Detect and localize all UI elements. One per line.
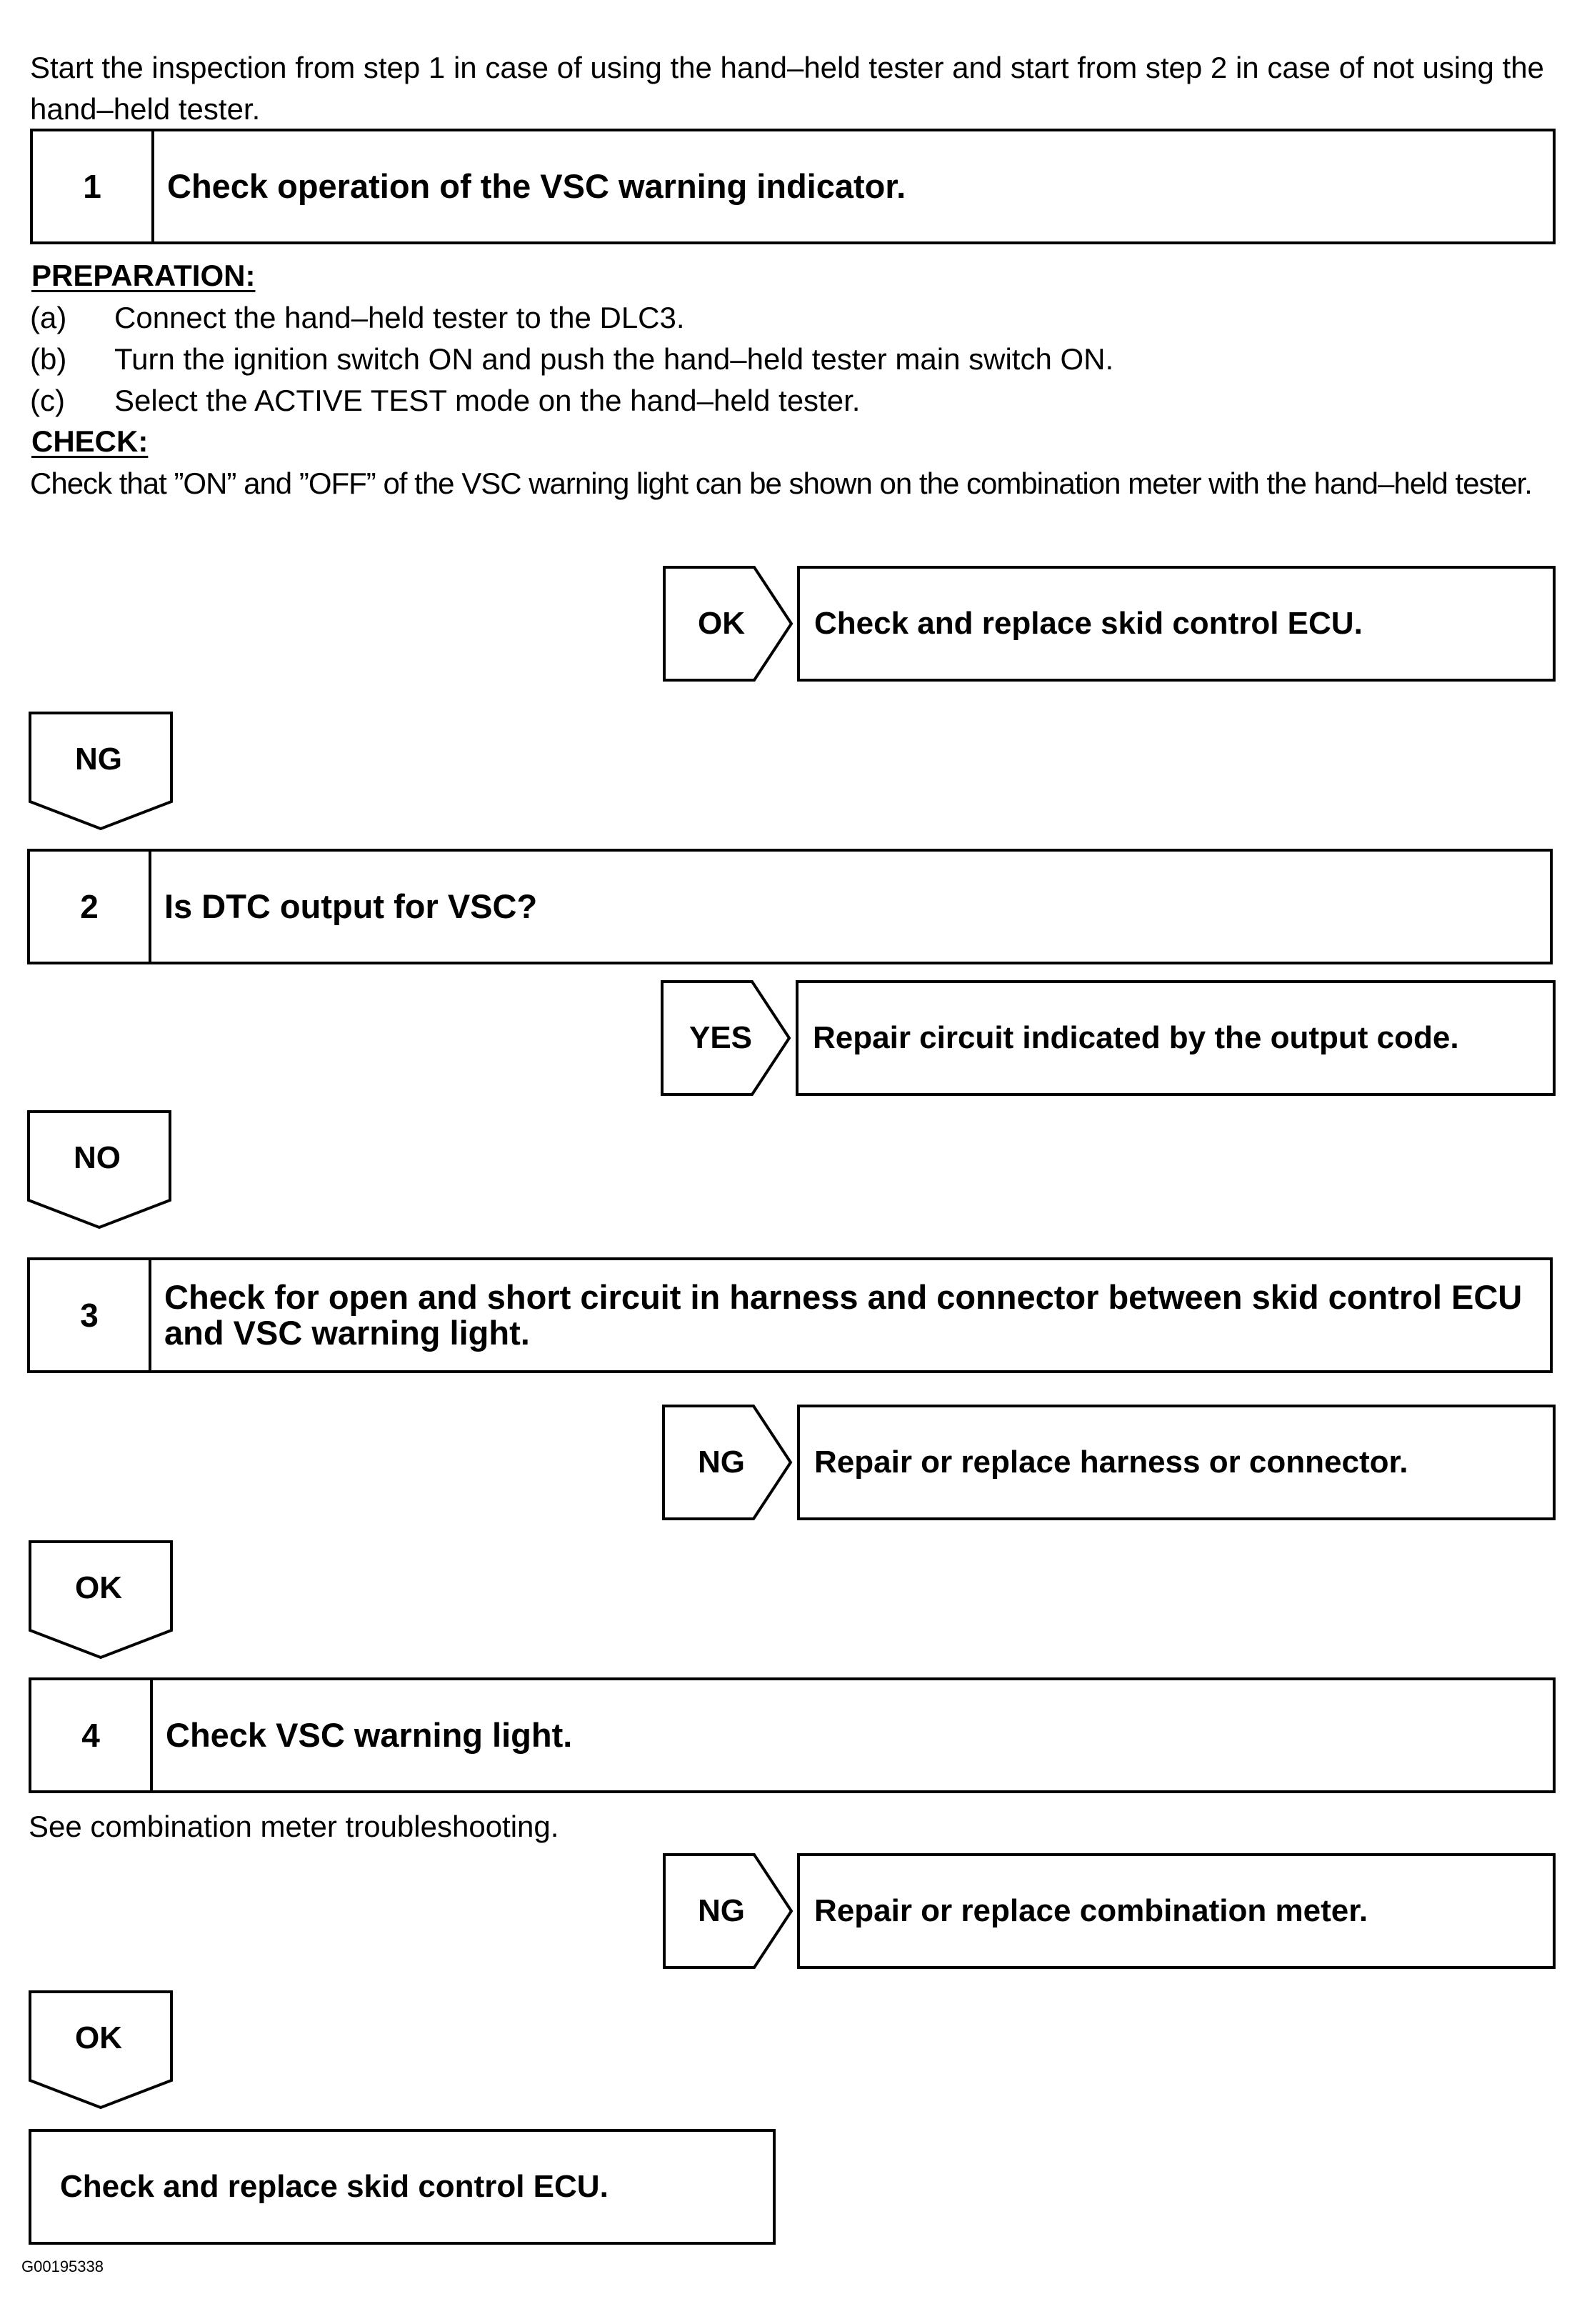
prep-text: Select the ACTIVE TEST mode on the hand–held tester.: [114, 384, 861, 417]
result-label: OK: [698, 606, 745, 641]
step-number: 1: [33, 131, 154, 241]
prep-item-b: [30, 339, 1113, 380]
intro-text: Start the inspection from step 1 in case of using the hand–held tester and start from step 2 in case of not using the hand–held tester.: [30, 51, 1544, 126]
figure-code: G00195338: [21, 2258, 104, 2275]
step4-note: See combination meter troubleshooting.: [29, 1810, 559, 1843]
prep-item-a: [30, 297, 685, 339]
result-label: NG: [698, 1445, 745, 1480]
step-number: 2: [30, 852, 151, 962]
prep-text: Connect the hand–held tester to the DLC3.: [114, 301, 685, 334]
prep-item-c: [30, 380, 860, 422]
down-label: OK: [75, 2020, 122, 2055]
result-box: Check and replace skid control ECU.: [797, 566, 1556, 682]
step-title: Check VSC warning light.: [166, 1716, 573, 1754]
step-title: Check for open and short circuit in harness and connector between skid control ECU and VSC warning light.: [164, 1278, 1523, 1352]
prep-letter: (b): [30, 342, 67, 376]
result-box: Repair circuit indicated by the output code.: [796, 980, 1556, 1096]
preparation-label: PREPARATION:: [31, 259, 256, 292]
result-label: NG: [698, 1893, 745, 1928]
prep-letter: (a): [30, 301, 67, 334]
check-label: CHECK:: [31, 424, 149, 458]
down-label: OK: [75, 1570, 122, 1605]
step-1-box: [30, 129, 1556, 244]
down-label: NO: [74, 1140, 121, 1175]
prep-letter: (c): [30, 384, 65, 417]
step-2-box: [27, 849, 1553, 964]
step-3-box: [27, 1257, 1553, 1373]
prep-text: Turn the ignition switch ON and push the hand–held tester main switch ON.: [114, 342, 1114, 376]
step-number: 4: [31, 1680, 153, 1790]
step-4-box: [29, 1677, 1556, 1793]
result-box: Repair or replace harness or connector.: [797, 1405, 1556, 1520]
final-result-box: Check and replace skid control ECU.: [29, 2129, 776, 2245]
check-text: Check that ”ON” and ”OFF” of the VSC warning light can be shown on the combination meter with the hand–held tester.: [30, 467, 1532, 500]
step-title: Check operation of the VSC warning indicator.: [167, 167, 906, 205]
step-title: Is DTC output for VSC?: [164, 887, 538, 925]
down-label: NG: [75, 742, 122, 777]
result-label: YES: [689, 1020, 753, 1055]
step-number: 3: [30, 1260, 151, 1370]
result-box: Repair or replace combination meter.: [797, 1853, 1556, 1969]
